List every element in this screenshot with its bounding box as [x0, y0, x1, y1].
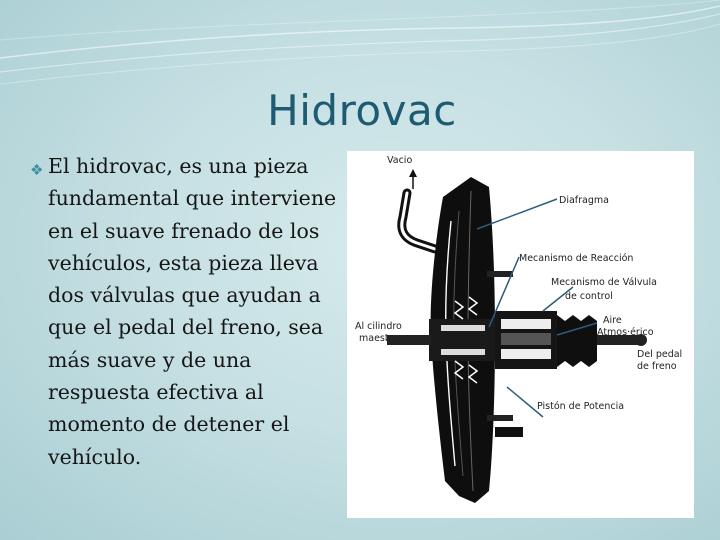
hidrovac-diagram	[347, 151, 694, 518]
label-mecanismo-valvula-1: Mecanismo de Válvula	[551, 277, 658, 288]
label-cilindro-2: maestro	[359, 333, 399, 344]
body-paragraph	[30, 150, 352, 473]
label-pedal-1: Del pedal	[637, 349, 683, 360]
label-aire-2: Atmos·érico	[597, 327, 654, 338]
label-mecanismo-valvula-2: de control	[565, 291, 613, 302]
paragraph-text: El hidrovac, es una pieza fundamental que interviene en el suave frenado de los vehículos, esta pieza lleva dos válvulas que ayudan a que el pedal del freno, sea más suave y de una respuesta efectiva al momento de detener el vehículo.	[48, 154, 337, 469]
label-vacio: Vacio	[387, 155, 413, 166]
boot-bellows	[557, 315, 597, 367]
label-diafragma: Diafragma	[559, 195, 609, 206]
slide-title: Hidrovac	[267, 86, 457, 135]
label-cilindro-1: Al cilindro	[355, 321, 402, 332]
label-piston: Pistón de Potencia	[537, 401, 625, 412]
label-mecanismo-reaccion: Mecanismo de Reacción	[519, 253, 634, 264]
label-aire-1: Aire	[603, 315, 622, 326]
bullet-icon: ❖	[30, 161, 44, 179]
label-pedal-2: de freno	[637, 361, 677, 372]
